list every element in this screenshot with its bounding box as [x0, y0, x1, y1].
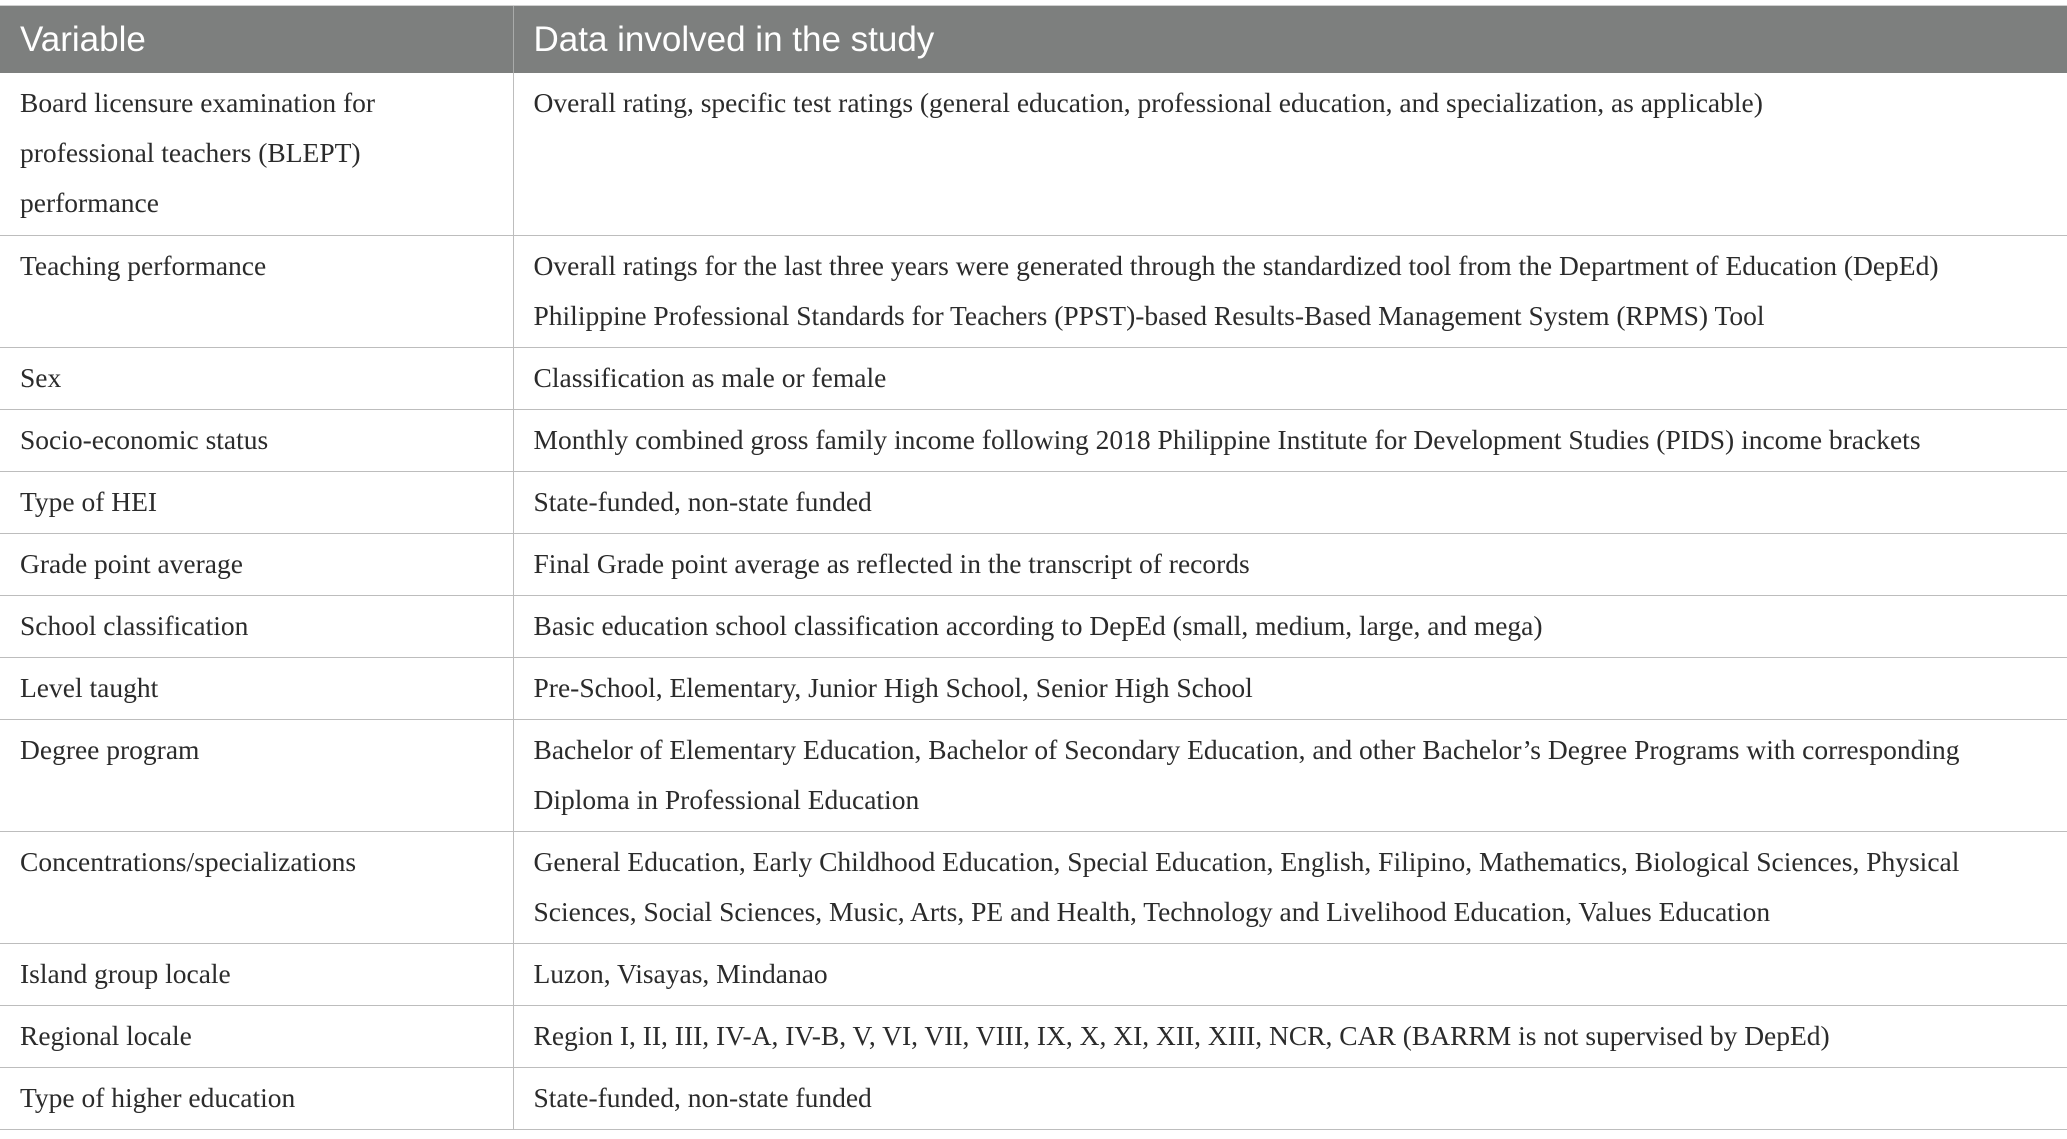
variable-cell: Island group locale — [0, 943, 513, 1005]
variable-cell: Concentrations/specializations — [0, 831, 513, 943]
table-row — [0, 409, 2067, 471]
variable-cell: Board licensure examination for professional teachers (BLEPT) performance — [0, 73, 513, 235]
table-row — [0, 831, 2067, 943]
data-cell: Classification as male or female — [513, 347, 2067, 409]
variable-cell: Type of HEI — [0, 471, 513, 533]
variables-table — [0, 6, 2067, 1130]
table-row — [0, 235, 2067, 347]
table-row — [0, 73, 2067, 235]
table-body — [0, 73, 2067, 1129]
variable-cell: School classification — [0, 595, 513, 657]
variable-cell: Regional locale — [0, 1005, 513, 1067]
table-row — [0, 347, 2067, 409]
data-cell: Final Grade point average as reflected in the transcript of records — [513, 533, 2067, 595]
data-cell: Bachelor of Elementary Education, Bachelor of Secondary Education, and other Bachelor’s Degree Programs with corresponding Diploma in Professional Education — [513, 719, 2067, 831]
table-row — [0, 595, 2067, 657]
table-row — [0, 719, 2067, 831]
variable-cell: Level taught — [0, 657, 513, 719]
table-header-row — [0, 6, 2067, 73]
variable-cell: Type of higher education — [0, 1067, 513, 1129]
table-row — [0, 1005, 2067, 1067]
table-row — [0, 943, 2067, 1005]
header-variable: Variable — [0, 6, 513, 73]
data-cell: General Education, Early Childhood Education, Special Education, English, Filipino, Mathematics, Biological Sciences, Physical Sciences, Social Sciences, Music, Arts, PE and Health, Technology and Livelihood Education, Values Education — [513, 831, 2067, 943]
data-cell: State-funded, non-state funded — [513, 471, 2067, 533]
data-cell: Pre-School, Elementary, Junior High School, Senior High School — [513, 657, 2067, 719]
variable-cell: Socio-economic status — [0, 409, 513, 471]
table-header — [0, 6, 2067, 73]
table-row — [0, 657, 2067, 719]
data-cell: Overall rating, specific test ratings (general education, professional education, and specialization, as applicable) — [513, 73, 2067, 235]
data-cell: Monthly combined gross family income following 2018 Philippine Institute for Development Studies (PIDS) income brackets — [513, 409, 2067, 471]
table-row — [0, 471, 2067, 533]
data-cell: State-funded, non-state funded — [513, 1067, 2067, 1129]
variable-cell: Teaching performance — [0, 235, 513, 347]
table-row — [0, 1067, 2067, 1129]
variable-cell: Degree program — [0, 719, 513, 831]
data-cell: Overall ratings for the last three years were generated through the standardized tool from the Department of Education (DepEd) Philippine Professional Standards for Teachers (PPST)-based Results-Based Management System (RPMS) Tool — [513, 235, 2067, 347]
data-cell: Luzon, Visayas, Mindanao — [513, 943, 2067, 1005]
variable-cell: Grade point average — [0, 533, 513, 595]
data-cell: Basic education school classification according to DepEd (small, medium, large, and mega) — [513, 595, 2067, 657]
variable-cell: Sex — [0, 347, 513, 409]
variables-table-container — [0, 5, 2067, 1130]
table-row — [0, 533, 2067, 595]
header-data-involved: Data involved in the study — [513, 6, 2067, 73]
data-cell: Region I, II, III, IV-A, IV-B, V, VI, VII, VIII, IX, X, XI, XII, XIII, NCR, CAR (BARRM is not supervised by DepEd) — [513, 1005, 2067, 1067]
